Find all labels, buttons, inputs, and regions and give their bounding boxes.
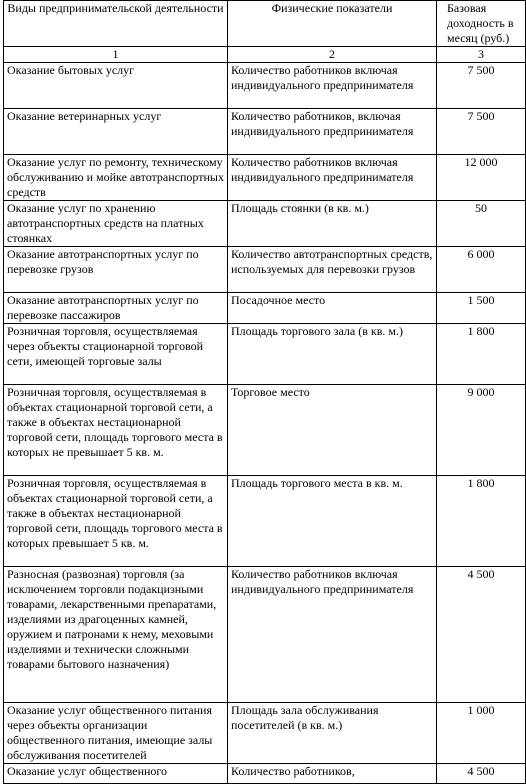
table-row xyxy=(4,155,526,201)
base-income-table xyxy=(3,0,526,784)
income-cell: 1 000 xyxy=(437,703,526,764)
income-cell: 1 800 xyxy=(437,476,526,567)
document-page xyxy=(3,0,525,784)
table-row xyxy=(4,63,526,109)
indicator-cell: Площадь торгового места в кв. м. xyxy=(228,476,437,567)
activity-cell: Разносная (развозная) торговля (за исключением торговли подакцизными товарами, лекарственными препаратами, изделиями из драгоценных камней, оружием и патронами к нему, меховыми изделиями и технически сложными товарами бытового назначения) xyxy=(4,567,228,703)
indicator-cell: Площадь торгового зала (в кв. м.) xyxy=(228,324,437,385)
indicator-cell: Площадь стоянки (в кв. м.) xyxy=(228,201,437,247)
table-row xyxy=(4,109,526,155)
column-number: 2 xyxy=(228,47,437,63)
table-body xyxy=(4,63,526,784)
indicator-cell: Посадочное место xyxy=(228,293,437,324)
activity-cell: Оказание услуг по хранению автотранспортных средств на платных стоянках xyxy=(4,201,228,247)
income-cell: 7 500 xyxy=(437,109,526,155)
column-number: 3 xyxy=(437,47,526,63)
header-income: Базовая доходность в месяц (руб.) xyxy=(437,1,526,47)
activity-cell: Розничная торговля, осуществляемая в объектах стационарной торговой сети, а также в объектах нестационарной торговой сети, площадь торгового места в которых превышает 5 кв. м. xyxy=(4,476,228,567)
income-cell: 1 500 xyxy=(437,293,526,324)
indicator-cell: Площадь зала обслуживания посетителей (в кв. м.) xyxy=(228,703,437,764)
indicator-cell: Количество работников, xyxy=(228,764,437,784)
indicator-cell: Количество работников включая индивидуального предпринимателя xyxy=(228,567,437,703)
indicator-cell: Количество работников, включая индивидуального предпринимателя xyxy=(228,109,437,155)
activity-cell: Оказание автотранспортных услуг по перевозке грузов xyxy=(4,247,228,293)
indicator-cell: Количество работников включая индивидуального предпринимателя xyxy=(228,63,437,109)
activity-cell: Оказание услуг общественного xyxy=(4,764,228,784)
income-cell: 12 000 xyxy=(437,155,526,201)
table-row xyxy=(4,567,526,703)
column-number: 1 xyxy=(4,47,228,63)
activity-cell: Оказание ветеринарных услуг xyxy=(4,109,228,155)
table-row xyxy=(4,476,526,567)
income-cell: 1 800 xyxy=(437,324,526,385)
activity-cell: Розничная торговля, осуществляемая в объектах стационарной торговой сети, а также в объектах нестационарной торговой сети, площадь торгового места в которых не превышает 5 кв. м. xyxy=(4,385,228,476)
activity-cell: Оказание услуг по ремонту, техническому обслуживанию и мойке автотранспортных средств xyxy=(4,155,228,201)
income-cell: 4 500 xyxy=(437,567,526,703)
header-indicator: Физические показатели xyxy=(228,1,437,47)
table-row xyxy=(4,293,526,324)
income-cell: 6 000 xyxy=(437,247,526,293)
table-row xyxy=(4,385,526,476)
table-row xyxy=(4,703,526,764)
income-cell: 7 500 xyxy=(437,63,526,109)
indicator-cell: Количество автотранспортных средств, используемых для перевозки грузов xyxy=(228,247,437,293)
header-activity: Виды предпринимательской деятельности xyxy=(4,1,228,47)
indicator-cell: Торговое место xyxy=(228,385,437,476)
activity-cell: Оказание автотранспортных услуг по перевозке пассажиров xyxy=(4,293,228,324)
activity-cell: Оказание бытовых услуг xyxy=(4,63,228,109)
income-cell: 4 500 xyxy=(437,764,526,784)
activity-cell: Оказание услуг общественного питания через объекты организации общественного питания, имеющие залы обслуживания посетителей xyxy=(4,703,228,764)
income-cell: 50 xyxy=(437,201,526,247)
activity-cell: Розничная торговля, осуществляемая через объекты стационарной торговой сети, имеющей торговые залы xyxy=(4,324,228,385)
table-row xyxy=(4,201,526,247)
table-row xyxy=(4,247,526,293)
indicator-cell: Количество работников включая индивидуального предпринимателя xyxy=(228,155,437,201)
income-cell: 9 000 xyxy=(437,385,526,476)
table-row xyxy=(4,324,526,385)
column-number-row xyxy=(4,47,526,63)
header-row xyxy=(4,1,526,47)
